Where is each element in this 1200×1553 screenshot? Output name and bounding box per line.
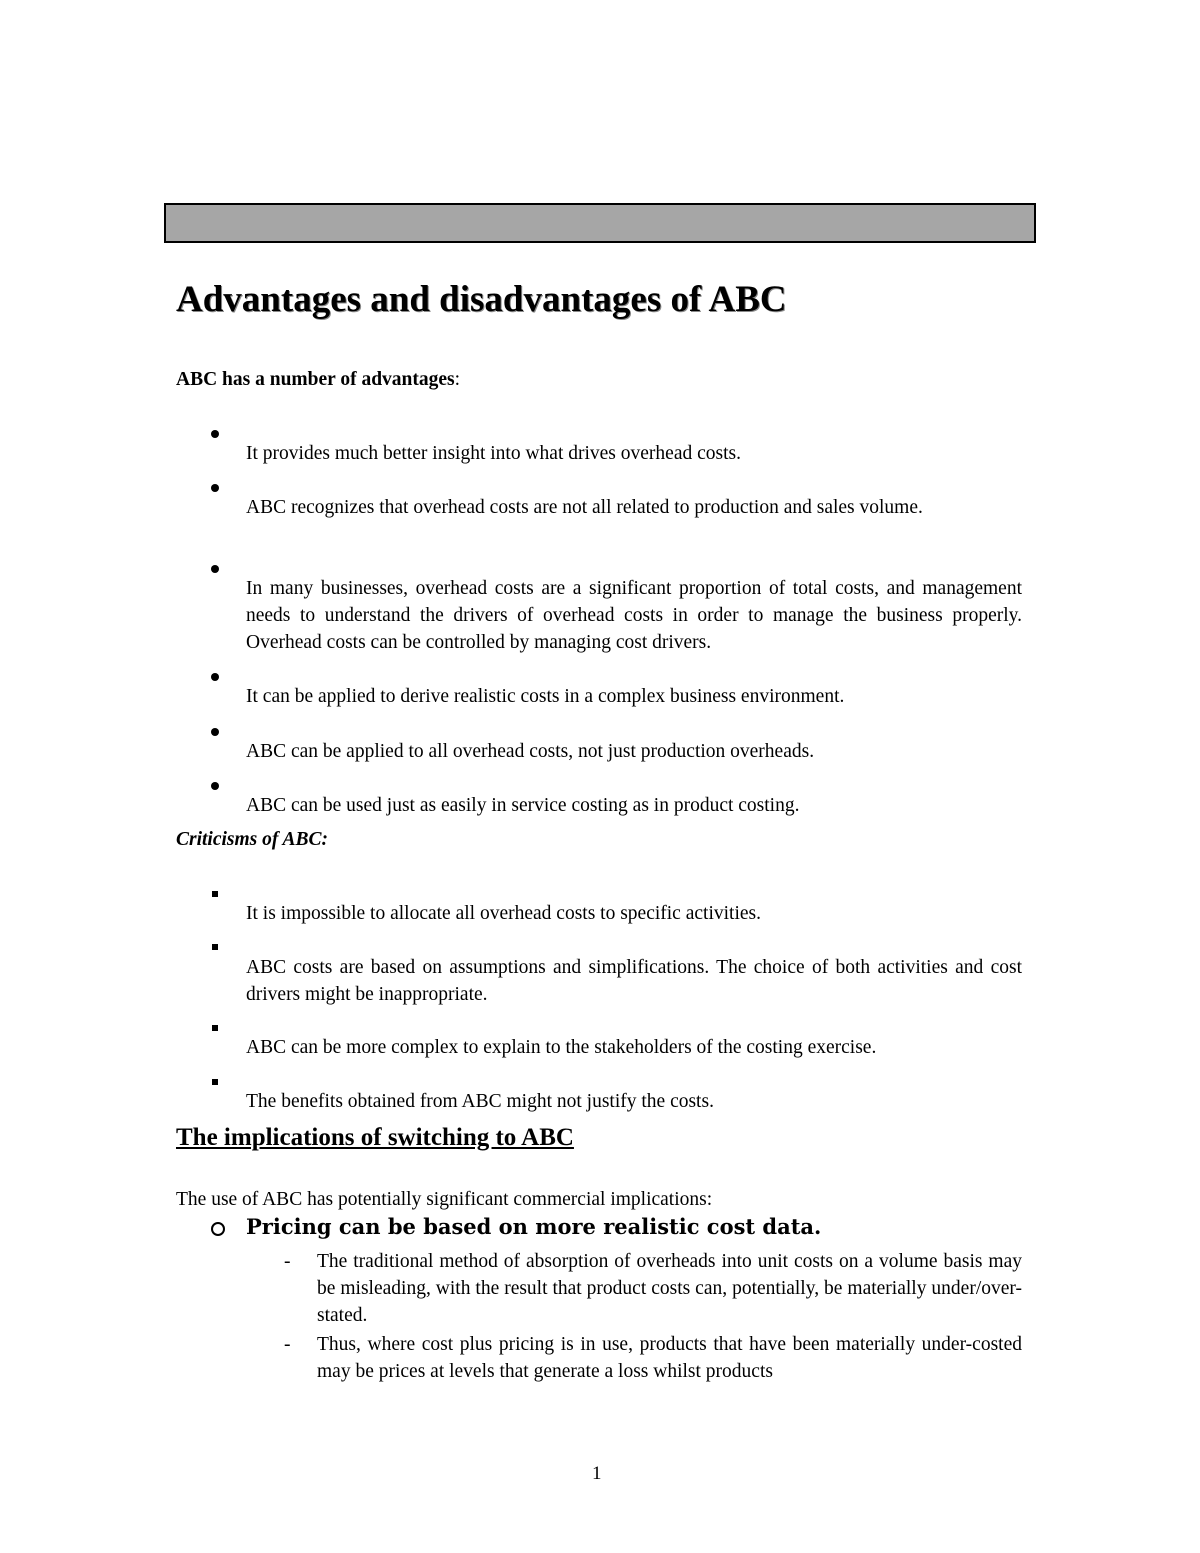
bullet-dot-icon (211, 728, 219, 736)
advantage-item: In many businesses, overhead costs are a significant proportion of total costs, and management needs to understand the drivers of overhead costs in order to manage the business properly. Overhead costs can be controlled by managing cost drivers. (246, 577, 1022, 653)
bullet-dot-icon (211, 782, 219, 790)
criticism-item: The benefits obtained from ABC might not justify the costs. (246, 1090, 714, 1112)
bullet-dot-icon (211, 565, 219, 573)
bullet-square-icon (212, 1025, 218, 1031)
bullet-dot-icon (211, 430, 219, 438)
bullet-square-icon (212, 1079, 218, 1085)
dash-bullet-icon: - (284, 1251, 291, 1272)
criticism-item: It is impossible to allocate all overhead costs to specific activities. (246, 902, 761, 924)
advantages-intro-bold: ABC has a number of advantages (176, 369, 455, 390)
page-number: 1 (592, 1463, 602, 1484)
criticism-item: ABC costs are based on assumptions and simplifications. The choice of both activities and cost drivers might be inappropriate. (246, 956, 1022, 1005)
advantages-intro-tail: : (454, 369, 461, 390)
advantages-intro (176, 366, 460, 393)
advantage-item: It can be applied to derive realistic costs in a complex business environment. (246, 685, 845, 707)
bullet-dot-icon (211, 484, 219, 492)
criticisms-label: Criticisms of ABC: (176, 829, 329, 850)
page-title: Advantages and disadvantages of ABC (176, 279, 787, 320)
header-bar (164, 203, 1036, 243)
section-heading: The implications of switching to ABC (176, 1124, 574, 1151)
dash-bullet-icon: - (284, 1334, 291, 1355)
advantage-item: It provides much better insight into what drives overhead costs. (246, 442, 741, 464)
bullet-dot-icon (211, 673, 219, 681)
pricing-subpoint: The traditional method of absorption of overheads into unit costs on a volume basis may be misleading, with the result that product costs can, potentially, be materially under/over-stated. (317, 1251, 1022, 1326)
advantage-item: ABC can be applied to all overhead costs, not just production overheads. (246, 740, 815, 762)
criticism-item: ABC can be more complex to explain to the stakeholders of the costing exercise. (246, 1036, 877, 1058)
implications-intro: The use of ABC has potentially significant commercial implications: (176, 1189, 713, 1210)
advantage-item: ABC can be used just as easily in service costing as in product costing. (246, 794, 800, 816)
pricing-subpoint: Thus, where cost plus pricing is in use, products that have been materially under-costed may be prices at levels that generate a loss whilst products (317, 1334, 1022, 1382)
bullet-square-icon (212, 891, 218, 897)
pricing-point: Pricing can be based on more realistic cost data. (246, 1214, 822, 1239)
advantage-item: ABC recognizes that overhead costs are not all related to production and sales volume. (246, 496, 923, 518)
bullet-circle-icon (211, 1222, 225, 1236)
bullet-square-icon (212, 944, 218, 950)
